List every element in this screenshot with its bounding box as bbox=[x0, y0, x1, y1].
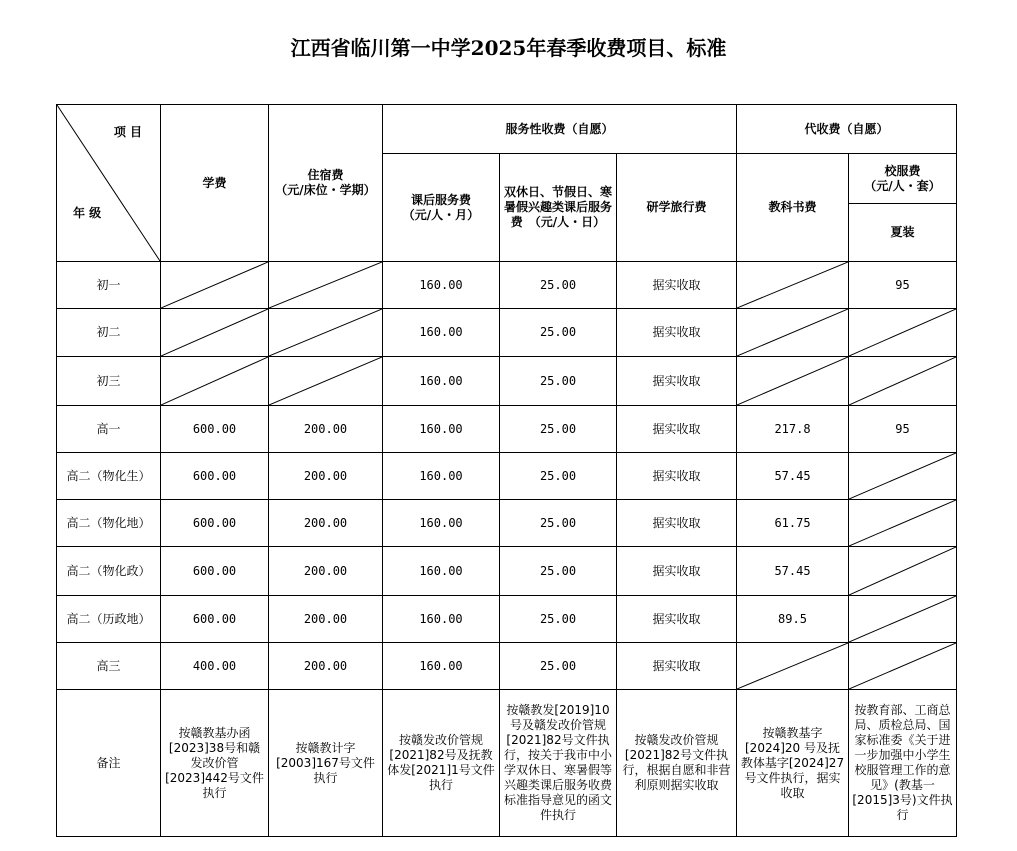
note-dorm: 按赣教计字[2003]167号文件执行 bbox=[269, 690, 383, 837]
table-row bbox=[57, 406, 957, 453]
textbook-cell: 57.45 bbox=[737, 453, 849, 500]
dorm-cell: 200.00 bbox=[269, 643, 383, 690]
dorm-cell: 200.00 bbox=[269, 547, 383, 596]
grade-cell: 初二 bbox=[57, 309, 161, 357]
holiday-cell: 25.00 bbox=[500, 596, 617, 643]
fee-rows bbox=[57, 262, 957, 690]
dorm-cell-empty bbox=[269, 262, 383, 309]
tuition-cell: 400.00 bbox=[161, 643, 269, 690]
note-textbook: 按赣教基字[2024]20 号及抚教体基字[2024]27 号文件执行，据实收取 bbox=[737, 690, 849, 837]
after-school-cell: 160.00 bbox=[383, 262, 500, 309]
table-row bbox=[57, 453, 957, 500]
uniform-cell: 95 bbox=[849, 262, 957, 309]
holiday-cell: 25.00 bbox=[500, 357, 617, 406]
header-uniform: 校服费 （元/人・套） bbox=[849, 154, 957, 204]
table-row bbox=[57, 309, 957, 357]
textbook-cell-empty bbox=[737, 262, 849, 309]
dorm-cell-empty bbox=[269, 309, 383, 357]
uniform-cell-empty bbox=[849, 643, 957, 690]
dorm-cell: 200.00 bbox=[269, 453, 383, 500]
dorm-cell: 200.00 bbox=[269, 406, 383, 453]
holiday-cell: 25.00 bbox=[500, 406, 617, 453]
textbook-cell-empty bbox=[737, 643, 849, 690]
header-agency-group: 代收费（自愿） bbox=[737, 105, 957, 154]
study-tour-cell: 据实收取 bbox=[617, 547, 737, 596]
uniform-cell-empty bbox=[849, 500, 957, 547]
uniform-cell-empty bbox=[849, 547, 957, 596]
header-study-tour: 研学旅行费 bbox=[617, 154, 737, 262]
holiday-cell: 25.00 bbox=[500, 262, 617, 309]
holiday-cell: 25.00 bbox=[500, 643, 617, 690]
header-tuition: 学费 bbox=[161, 105, 269, 262]
dorm-cell: 200.00 bbox=[269, 596, 383, 643]
header-textbook: 教科书费 bbox=[737, 154, 849, 262]
after-school-cell: 160.00 bbox=[383, 309, 500, 357]
note-uniform: 按教育部、工商总局、质检总局、国家标准委《关于进一步加强中小学生校服管理工作的意见》(教基一[2015]3号)文件执行 bbox=[849, 690, 957, 837]
dorm-cell-empty bbox=[269, 357, 383, 406]
uniform-cell: 95 bbox=[849, 406, 957, 453]
study-tour-cell: 据实收取 bbox=[617, 262, 737, 309]
study-tour-cell: 据实收取 bbox=[617, 596, 737, 643]
table-row bbox=[57, 357, 957, 406]
notes-label: 备注 bbox=[57, 690, 161, 837]
table-row bbox=[57, 643, 957, 690]
study-tour-cell: 据实收取 bbox=[617, 406, 737, 453]
holiday-cell: 25.00 bbox=[500, 453, 617, 500]
grade-cell: 初一 bbox=[57, 262, 161, 309]
after-school-cell: 160.00 bbox=[383, 357, 500, 406]
note-after-school: 按赣发改价管规[2021]82号及抚教体发[2021]1号文件执行 bbox=[383, 690, 500, 837]
holiday-cell: 25.00 bbox=[500, 500, 617, 547]
holiday-cell: 25.00 bbox=[500, 547, 617, 596]
tuition-cell-empty bbox=[161, 309, 269, 357]
study-tour-cell: 据实收取 bbox=[617, 309, 737, 357]
grade-cell: 初三 bbox=[57, 357, 161, 406]
textbook-cell: 61.75 bbox=[737, 500, 849, 547]
header-after-school: 课后服务费 （元/人・月） bbox=[383, 154, 500, 262]
uniform-cell-empty bbox=[849, 357, 957, 406]
after-school-cell: 160.00 bbox=[383, 643, 500, 690]
notes-row bbox=[57, 690, 957, 837]
tuition-cell: 600.00 bbox=[161, 596, 269, 643]
grade-cell: 高一 bbox=[57, 406, 161, 453]
after-school-cell: 160.00 bbox=[383, 596, 500, 643]
header-summer-uniform: 夏装 bbox=[849, 204, 957, 262]
after-school-cell: 160.00 bbox=[383, 453, 500, 500]
header-service-group: 服务性收费（自愿） bbox=[383, 105, 737, 154]
uniform-cell-empty bbox=[849, 453, 957, 500]
grade-cell: 高二（物化政） bbox=[57, 547, 161, 596]
header-holiday: 双休日、节假日、寒暑假兴趣类课后服务费 （元/人・日） bbox=[500, 154, 617, 262]
study-tour-cell: 据实收取 bbox=[617, 453, 737, 500]
table-row bbox=[57, 547, 957, 596]
study-tour-cell: 据实收取 bbox=[617, 357, 737, 406]
table-row bbox=[57, 262, 957, 309]
study-tour-cell: 据实收取 bbox=[617, 500, 737, 547]
tuition-cell: 600.00 bbox=[161, 406, 269, 453]
grade-cell: 高二（物化地） bbox=[57, 500, 161, 547]
header-corner-cell bbox=[57, 105, 161, 262]
study-tour-cell: 据实收取 bbox=[617, 643, 737, 690]
grade-cell: 高三 bbox=[57, 643, 161, 690]
header-dorm: 住宿费 （元/床位・学期） bbox=[269, 105, 383, 262]
after-school-cell: 160.00 bbox=[383, 406, 500, 453]
corner-item-label: 项 目 bbox=[113, 125, 142, 139]
tuition-cell-empty bbox=[161, 262, 269, 309]
note-study-tour: 按赣发改价管规[2021]82号文件执行，根据自愿和非营利原则据实收取 bbox=[617, 690, 737, 837]
grade-cell: 高二（物化生） bbox=[57, 453, 161, 500]
grade-cell: 高二（历政地） bbox=[57, 596, 161, 643]
uniform-cell-empty bbox=[849, 309, 957, 357]
tuition-cell: 600.00 bbox=[161, 500, 269, 547]
page-title: 江西省临川第一中学2025年春季收费项目、标准 bbox=[290, 36, 727, 60]
table-row bbox=[57, 596, 957, 643]
corner-grade-label: 年 级 bbox=[73, 206, 102, 220]
uniform-cell-empty bbox=[849, 596, 957, 643]
textbook-cell: 89.5 bbox=[737, 596, 849, 643]
fee-table bbox=[56, 104, 957, 837]
textbook-cell-empty bbox=[737, 357, 849, 406]
tuition-cell: 600.00 bbox=[161, 547, 269, 596]
after-school-cell: 160.00 bbox=[383, 547, 500, 596]
dorm-cell: 200.00 bbox=[269, 500, 383, 547]
textbook-cell-empty bbox=[737, 309, 849, 357]
note-holiday: 按赣教发[2019]10号及赣发改价管规[2021]82号文件执行，按关于我市中小学双休日、寒暑假等兴趣类课后服务收费标准指导意见的函文件执行 bbox=[500, 690, 617, 837]
note-tuition: 按赣教基办函[2023]38号和赣发改价管[2023]442号文件执行 bbox=[161, 690, 269, 837]
table-row bbox=[57, 500, 957, 547]
textbook-cell: 57.45 bbox=[737, 547, 849, 596]
tuition-cell-empty bbox=[161, 357, 269, 406]
textbook-cell: 217.8 bbox=[737, 406, 849, 453]
after-school-cell: 160.00 bbox=[383, 500, 500, 547]
holiday-cell: 25.00 bbox=[500, 309, 617, 357]
tuition-cell: 600.00 bbox=[161, 453, 269, 500]
